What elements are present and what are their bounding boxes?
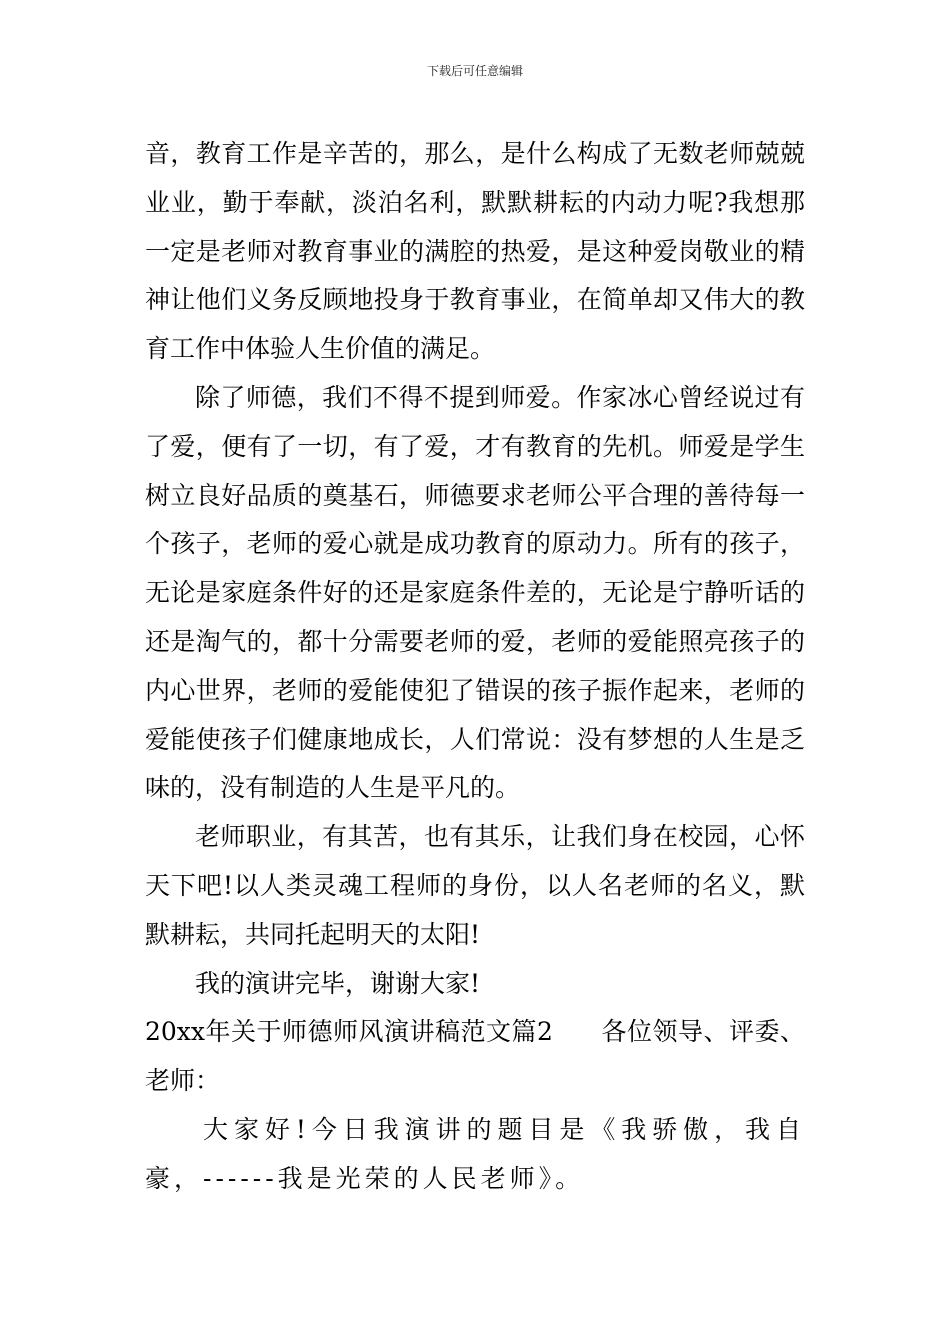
paragraph-5: [145, 1008, 805, 1106]
paragraph-2: 除了师德，我们不得不提到师爱。作家冰心曾经说过有了爱，便有了一切，有了爱，才有教育的先机。师爱是学生树立良好品质的奠基石，师德要求老师公平合理的善待每一个孩子，老师的爱心就是成功教育的原动力。所有的孩子，无论是家庭条件好的还是家庭条件差的，无论是宁静听话的还是淘气的，都十分需要老师的爱，老师的爱能照亮孩子的内心世界，老师的爱能使犯了错误的孩子振作起来，老师的爱能使孩子们健康地成长，人们常说：没有梦想的人生是乏味的，没有制造的人生是平凡的。: [145, 382, 805, 803]
page-header: 下载后可任意编辑: [426, 64, 523, 78]
section-title: 20xx年关于师德师风演讲稿范文篇2: [145, 1017, 553, 1047]
document-body: [145, 130, 805, 1204]
paragraph-3: 老师职业，有其苦，也有其乐，让我们身在校园，心怀天下吧!以人类灵魂工程师的身份，以人名老师的名义，默默耕耘，共同托起明天的太阳!: [145, 822, 805, 949]
paragraph-4: 我的演讲完毕，谢谢大家!: [195, 968, 481, 998]
paragraph-1: 音，教育工作是辛苦的，那么，是什么构成了无数老师兢兢业业，勤于奉献，淡泊名利，默默耕耘的内动力呢?我想那一定是老师对教育事业的满腔的热爱，是这种爱岗敬业的精神让他们义务反顾地投身于教育事业，在简单却又伟大的教育工作中体验人生价值的满足。: [145, 139, 805, 364]
paragraph-6: 大家好!今日我演讲的题目是《我骄傲，我自豪，------我是光荣的人民老师》。: [145, 1114, 805, 1193]
salutation: 各位领导、评委、老师：: [145, 1017, 805, 1096]
